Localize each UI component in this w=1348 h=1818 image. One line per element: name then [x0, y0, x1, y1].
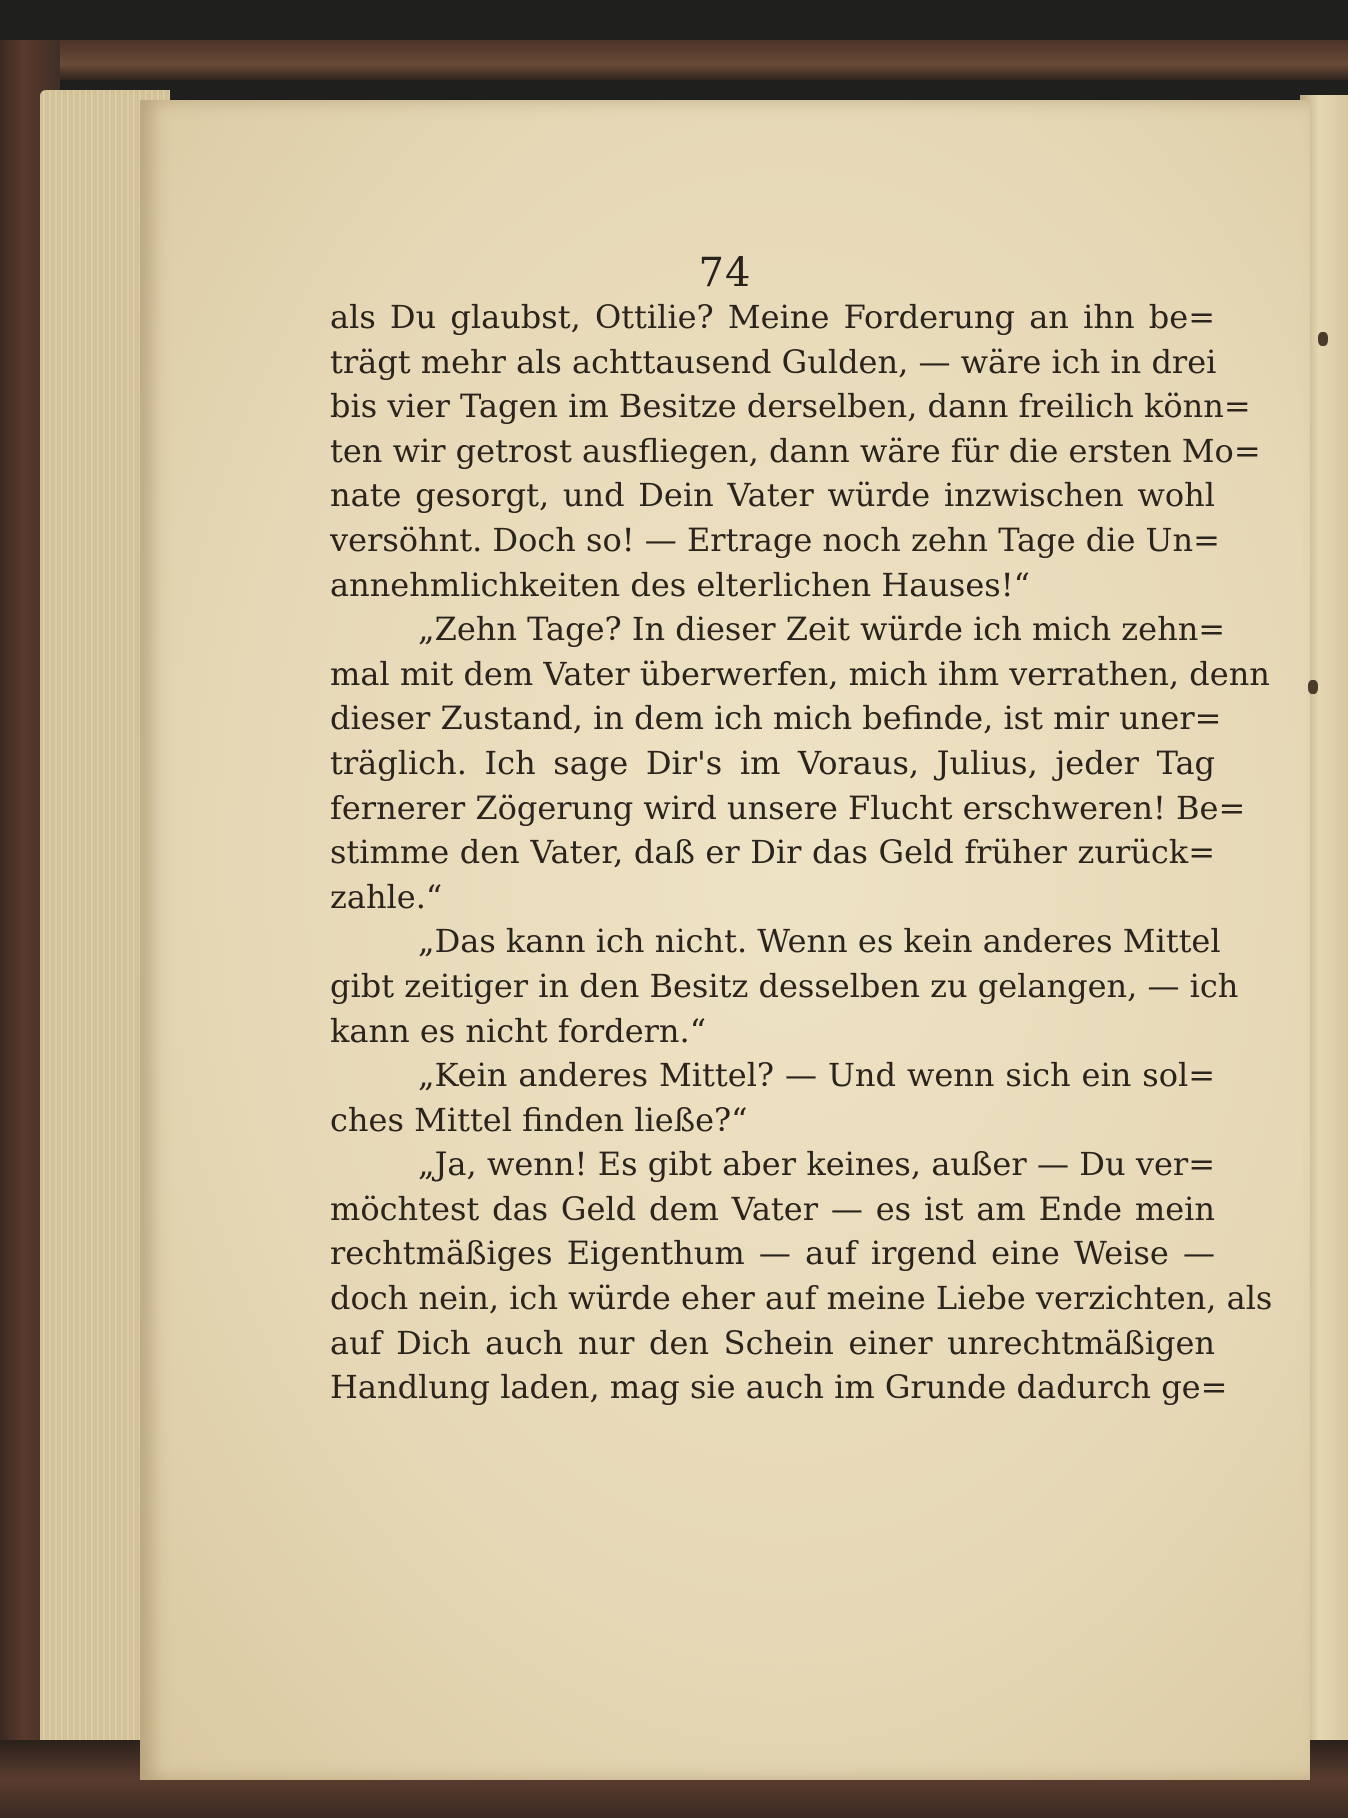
text-line: bis vier Tagen im Besitze derselben, dann freilich könn=: [330, 387, 1251, 426]
page-text: [330, 295, 1273, 1410]
text-line: auf Dich auch nur den Schein einer unrechtmäßigen: [330, 1323, 1215, 1362]
text-line: möchtest das Geld dem Vater — es ist am Ende mein: [330, 1189, 1215, 1228]
text-line: fernerer Zögerung wird unsere Flucht erschweren! Be=: [330, 788, 1246, 827]
text-line: versöhnt. Doch so! — Ertrage noch zehn Tage die Un=: [330, 520, 1220, 559]
text-line: „Kein anderes Mittel? — Und wenn sich ein sol=: [418, 1056, 1215, 1095]
page-number: 74: [698, 250, 752, 296]
paper-blemish: [1318, 332, 1328, 346]
text-line: Handlung laden, mag sie auch im Grunde dadurch ge=: [330, 1368, 1228, 1407]
text-line: stimme den Vater, daß er Dir das Geld früher zurück=: [330, 833, 1215, 872]
text-line: als Du glaubst, Ottilie? Meine Forderung an ihn be=: [330, 298, 1215, 336]
text-line: doch nein, ich würde eher auf meine Liebe verzichten, als: [330, 1279, 1273, 1318]
text-line: gibt zeitiger in den Besitz desselben zu gelangen, — ich: [330, 966, 1239, 1005]
text-line: dieser Zustand, in dem ich mich befinde, ist mir uner=: [330, 699, 1222, 738]
text-line: träglich. Ich sage Dir's im Voraus, Julius, jeder Tag: [330, 743, 1215, 782]
paper-blemish: [1308, 680, 1318, 694]
text-line: „Das kann ich nicht. Wenn es kein anderes Mittel: [418, 922, 1221, 961]
text-line: trägt mehr als achttausend Gulden, — wäre ich in drei: [330, 342, 1217, 381]
text-line: „Zehn Tage? In dieser Zeit würde ich mich zehn=: [418, 610, 1226, 649]
book-cover-top: [0, 40, 1348, 80]
book-page: [140, 100, 1310, 1780]
text-line: kann es nicht fordern.“: [330, 1011, 707, 1050]
text-line: ches Mittel finden ließe?“: [330, 1100, 748, 1139]
text-line: annehmlichkeiten des elterlichen Hauses!“: [330, 565, 1030, 604]
text-line: „Ja, wenn! Es gibt aber keines, außer — Du ver=: [418, 1145, 1215, 1184]
text-line: zahle.“: [330, 877, 443, 916]
text-line: rechtmäßiges Eigenthum — auf irgend eine Weise —: [330, 1234, 1215, 1273]
text-line: mal mit dem Vater überwerfen, mich ihm verrathen, denn: [330, 654, 1270, 693]
text-line: ten wir getrost ausfliegen, dann wäre für die ersten Mo=: [330, 431, 1261, 470]
text-line: nate gesorgt, und Dein Vater würde inzwischen wohl: [330, 476, 1215, 515]
